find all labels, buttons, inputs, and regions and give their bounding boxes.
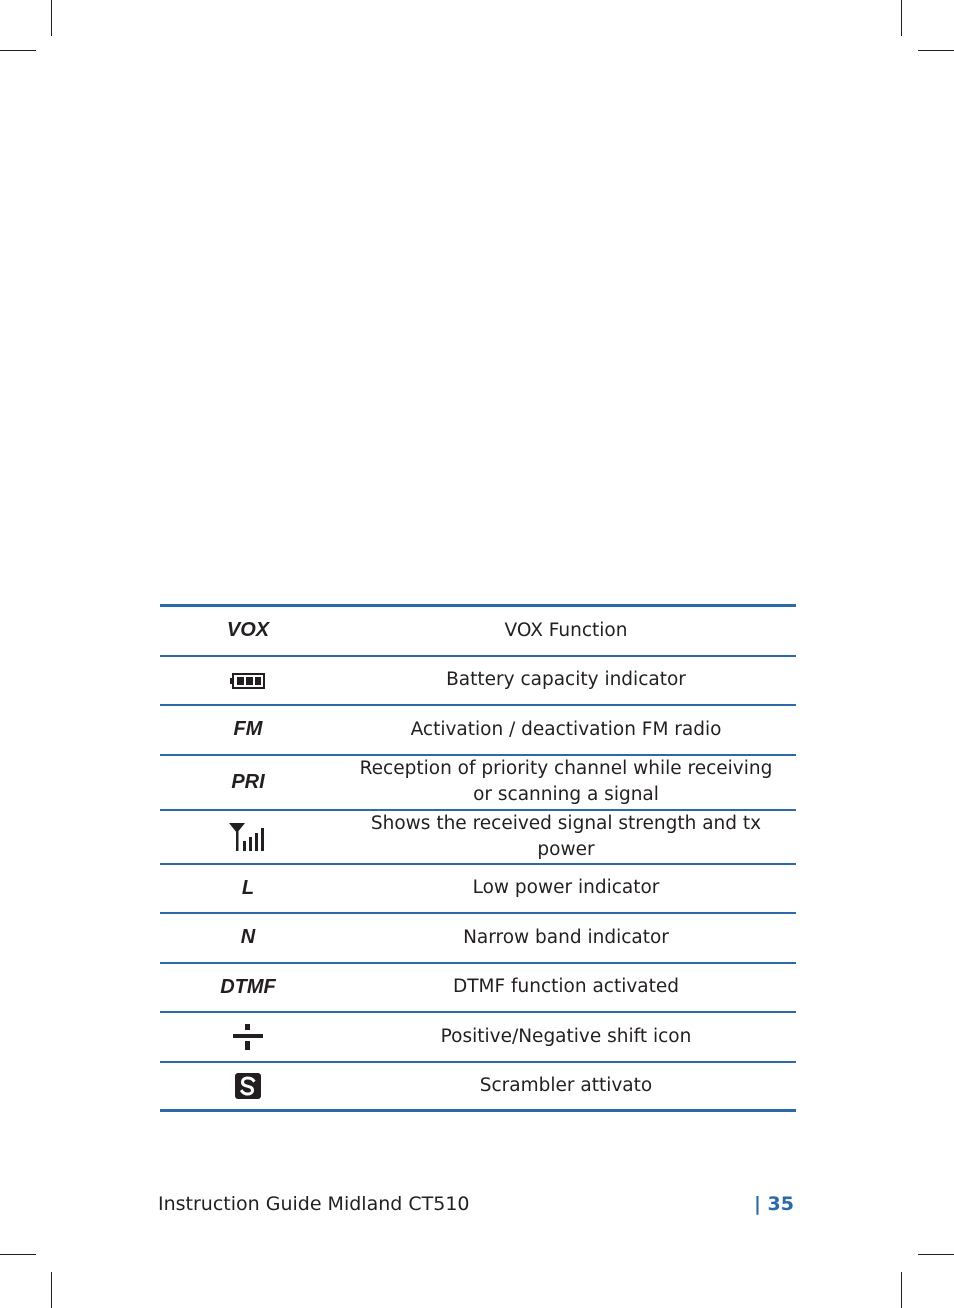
description-cell: VOX Function xyxy=(336,606,796,656)
battery-icon xyxy=(230,672,266,690)
table-row xyxy=(160,864,796,913)
crop-mark xyxy=(918,1254,954,1255)
table-row xyxy=(160,1062,796,1111)
table-row xyxy=(160,705,796,755)
table-row xyxy=(160,606,796,656)
table-row xyxy=(160,810,796,864)
description-cell: Positive/Negative shift icon xyxy=(336,1012,796,1062)
scrambler-s-icon xyxy=(235,1073,261,1099)
crop-mark xyxy=(0,1254,36,1255)
page-footer xyxy=(158,1193,794,1221)
n-symbol: N xyxy=(240,926,256,948)
table-row xyxy=(160,656,796,705)
description-cell: Narrow band indicator xyxy=(336,913,796,963)
symbol-cell xyxy=(160,1012,336,1062)
symbol-cell xyxy=(160,913,336,963)
symbol-cell xyxy=(160,656,336,705)
description-cell: Low power indicator xyxy=(336,864,796,913)
symbol-cell xyxy=(160,606,336,656)
description-cell: Reception of priority channel while receiving or scanning a signal xyxy=(336,755,796,810)
table-row xyxy=(160,755,796,810)
crop-mark xyxy=(51,1272,52,1308)
fm-symbol: FM xyxy=(233,718,263,740)
table-row xyxy=(160,963,796,1012)
crop-mark xyxy=(51,0,52,36)
description-cell: DTMF function activated xyxy=(336,963,796,1012)
display-icon-table xyxy=(160,604,796,1112)
l-symbol: L xyxy=(241,876,255,899)
dtmf-symbol: DTMF xyxy=(220,975,276,998)
signal-strength-icon xyxy=(229,823,267,851)
description-cell: Scrambler attivato xyxy=(336,1062,796,1111)
symbol-cell xyxy=(160,963,336,1012)
symbol-cell xyxy=(160,810,336,864)
symbol-cell xyxy=(160,755,336,810)
crop-mark xyxy=(901,1272,902,1308)
crop-mark xyxy=(918,50,954,51)
table-row xyxy=(160,913,796,963)
description-cell: Shows the received signal strength and tx power xyxy=(336,810,796,864)
crop-mark xyxy=(901,0,902,36)
crop-mark xyxy=(0,50,36,51)
page-number: | 35 xyxy=(754,1193,794,1215)
shift-plus-minus-icon xyxy=(233,1024,263,1050)
vox-symbol: VOX xyxy=(226,619,270,642)
description-cell: Activation / deactivation FM radio xyxy=(336,705,796,755)
symbol-cell xyxy=(160,864,336,913)
table-row xyxy=(160,1012,796,1062)
pri-symbol: PRI xyxy=(231,770,265,793)
description-cell: Battery capacity indicator xyxy=(336,656,796,705)
symbol-cell xyxy=(160,705,336,755)
footer-title: Instruction Guide Midland CT510 xyxy=(158,1193,470,1215)
symbol-cell xyxy=(160,1062,336,1111)
